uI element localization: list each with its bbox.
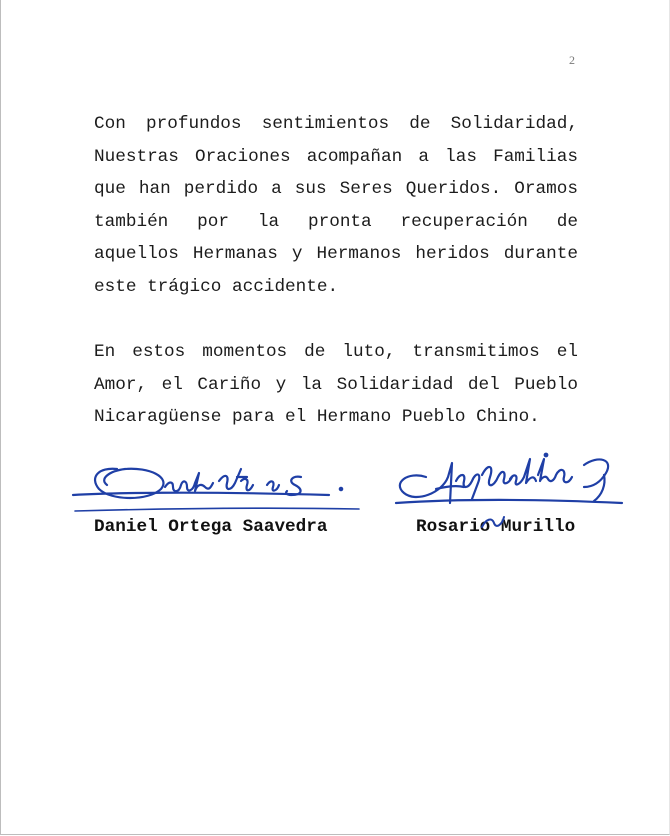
paragraph-condolences: Con profundos sentimientos de Solidaridad, Nuestras Oraciones acompañan a las Familias que han perdido a sus Seres Queridos. Oramos también por la pronta recuperación de aquellos Hermanas y Hermanos heridos durante este trágico accidente.	[94, 114, 578, 297]
signer-name-daniel-ortega: Daniel Ortega Saavedra	[94, 517, 328, 537]
page-number: 2	[569, 53, 575, 67]
paragraph-solidarity: En estos momentos de luto, transmitimos el Amor, el Cariño y la Solidaridad del Pueblo Nicaragüense para el Hermano Pueblo Chino.	[94, 342, 578, 428]
signer-name-rosario-murillo: Rosario Murillo	[416, 517, 576, 537]
signature-daniel-ortega	[69, 455, 369, 525]
